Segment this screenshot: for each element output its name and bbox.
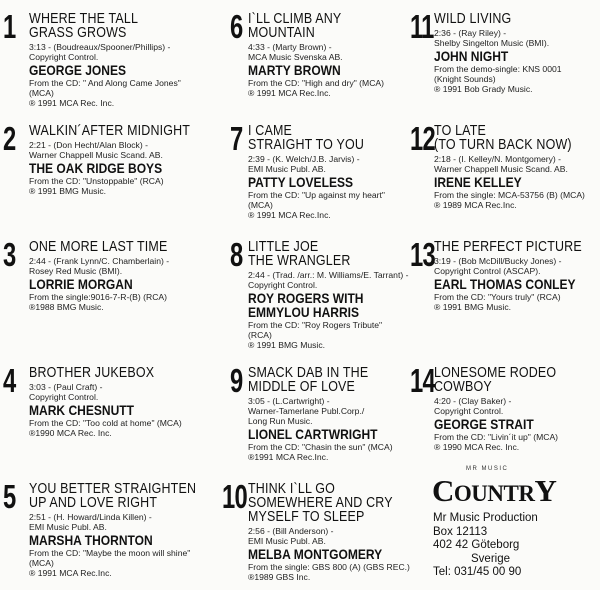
company-address (433, 512, 538, 580)
track-artist: JOHN NIGHT (434, 48, 509, 64)
track-credits: 3:19 - (Bob McDill/Bucky Jones) - Copyright Control (ASCAP). (434, 256, 562, 276)
track-number: 5 (3, 478, 16, 515)
track-credits: 4:33 - (Marty Brown) - MCA Music Svenska AB. (248, 42, 343, 62)
track-number: 1 (3, 8, 16, 45)
track-credits: 2:44 - (Trad. /arr.: M. Williams/E. Tarrant) - Copyright Control. (248, 270, 409, 290)
track-release: From the single: GBS 800 (A) (GBS REC.) ®1989 GBS Inc. (248, 562, 410, 582)
track-release: From the demo-single: KNS 0001 (Knight Sounds) ® 1991 Bob Grady Music. (434, 64, 562, 94)
track-title: I CAME STRAIGHT TO YOU (248, 123, 364, 153)
track-artist: ROY ROGERS WITH EMMYLOU HARRIS (248, 290, 364, 320)
company-phone: Tel: 031/45 00 90 (433, 566, 522, 578)
track-release: From the CD: "Too cold at home" (MCA) ®1990 MCA Rec. Inc. (29, 418, 182, 438)
track-credits: 2:56 - (Bill Anderson) - EMI Music Publ. AB. (248, 526, 334, 546)
track-release: From the single:9016-7-R-(B) (RCA) ®1988 BMG Music. (29, 292, 168, 312)
track-release: From the CD: "Up against my heart" (MCA) ® 1991 MCA Rec.Inc. (248, 190, 385, 220)
track-credits: 2:36 - (Ray Riley) - Shelby Singelton Music (BMI). (434, 28, 550, 48)
track-number: 12 (410, 120, 435, 157)
track-title: I`LL CLIMB ANY MOUNTAIN (248, 11, 342, 41)
track-number: 8 (230, 236, 243, 273)
track-number: 2 (3, 120, 16, 157)
track-title: SMACK DAB IN THE MIDDLE OF LOVE (248, 365, 369, 395)
track-artist: GEORGE STRAIT (434, 416, 534, 432)
track-artist: IRENE KELLEY (434, 174, 522, 190)
company-name: Mr Music Production (433, 512, 538, 524)
company-country: Sverige (471, 552, 510, 565)
track-artist: GEORGE JONES (29, 62, 127, 78)
track-credits: 3:13 - (Boudreaux/Spooner/Phillips) - Copyright Control. (29, 42, 171, 62)
track-credits: 2:18 - (I. Kelley/N. Montgomery) - Warner Chappell Music Scand. AB. (434, 154, 568, 174)
track-number: 10 (222, 478, 247, 515)
track-number: 4 (3, 362, 16, 399)
track-title: BROTHER JUKEBOX (29, 365, 155, 381)
track-credits: 3:05 - (L.Cartwright) - Warner-Tamerlane Publ.Corp./ Long Run Music. (248, 396, 365, 426)
track-title: LONESOME RODEO COWBOY (434, 365, 557, 395)
track-credits: 4:20 - (Clay Baker) - Copyright Control. (434, 396, 512, 416)
track-release: From the CD: "Chasin the sun" (MCA) ®1991 MCA Rec.Inc. (248, 442, 393, 462)
track-title: THINK I`LL GO SOMEWHERE AND CRY MYSELF TO SLEEP (248, 481, 393, 525)
track-title: WHERE THE TALL GRASS GROWS (29, 11, 139, 41)
track-artist: MARK CHESNUTT (29, 402, 135, 418)
track-number: 3 (3, 236, 16, 273)
track-title: TO LATE (TO TURN BACK NOW) (434, 123, 572, 153)
track-artist: PATTY LOVELESS (248, 174, 354, 190)
track-title: WALKIN´AFTER MIDNIGHT (29, 123, 191, 139)
track-title: YOU BETTER STRAIGHTEN UP AND LOVE RIGHT (29, 481, 197, 511)
company-box: Box 12113 (433, 525, 488, 538)
track-number: 13 (410, 236, 435, 273)
track-credits: 3:03 - (Paul Craft) - Copyright Control. (29, 382, 103, 402)
track-credits: 2:21 - (Don Hecht/Alan Block) - Warner Chappell Music Scand. AB. (29, 140, 163, 160)
track-artist: MELBA MONTGOMERY (248, 546, 383, 562)
company-city: 402 42 Göteborg (433, 539, 520, 551)
track-release: From the CD: "Maybe the moon will shine" (MCA) ® 1991 MCA Rec.Inc. (29, 548, 191, 578)
track-credits: 2:39 - (K. Welch/J.B. Jarvis) - EMI Music Publ. AB. (248, 154, 360, 174)
track-artist: THE OAK RIDGE BOYS (29, 160, 163, 176)
track-number: 11 (410, 8, 434, 45)
track-artist: MARTY BROWN (248, 62, 341, 78)
track-release: From the CD: "High and dry" (MCA) ® 1991 MCA Rec.Inc. (248, 78, 384, 98)
track-credits: 2:44 - (Frank Lynn/C. Chamberlain) - Rosey Red Music (BMI). (29, 256, 170, 276)
track-artist: MARSHA THORNTON (29, 532, 153, 548)
track-credits: 2:51 - (H. Howard/Linda Killen) - EMI Music Publ. AB. (29, 512, 152, 532)
track-release: From the single: MCA-53756 (B) (MCA) ® 1989 MCA Rec.Inc. (434, 190, 585, 210)
track-release: From the CD: "Unstoppable" (RCA) ® 1991 BMG Music. (29, 176, 164, 196)
track-number: 7 (230, 120, 243, 157)
track-title: THE PERFECT PICTURE (434, 239, 582, 255)
logo-tagline: MR MUSIC (466, 466, 509, 472)
track-title: LITTLE JOE THE WRANGLER (248, 239, 351, 269)
track-number: 14 (410, 362, 435, 399)
track-artist: LORRIE MORGAN (29, 276, 133, 292)
track-artist: LIONEL CARTWRIGHT (248, 426, 378, 442)
track-release: From the CD: " And Along Came Jones" (MCA) ® 1991 MCA Rec. Inc. (29, 78, 181, 108)
track-title: WILD LIVING (434, 11, 512, 27)
track-artist: EARL THOMAS CONLEY (434, 276, 576, 292)
track-number: 6 (230, 8, 243, 45)
track-release: From the CD: "Roy Rogers Tribute" (RCA) ® 1991 BMG Music. (248, 320, 383, 350)
track-number: 9 (230, 362, 243, 399)
track-release: From the CD: "Yours truly" (RCA) ® 1991 BMG Music. (434, 292, 561, 312)
track-release: From the CD: "Livin´it up" (MCA) ® 1990 MCA Rec. Inc. (434, 432, 559, 452)
logo-wordmark: COUNTRY (432, 473, 557, 508)
track-title: ONE MORE LAST TIME (29, 239, 168, 255)
